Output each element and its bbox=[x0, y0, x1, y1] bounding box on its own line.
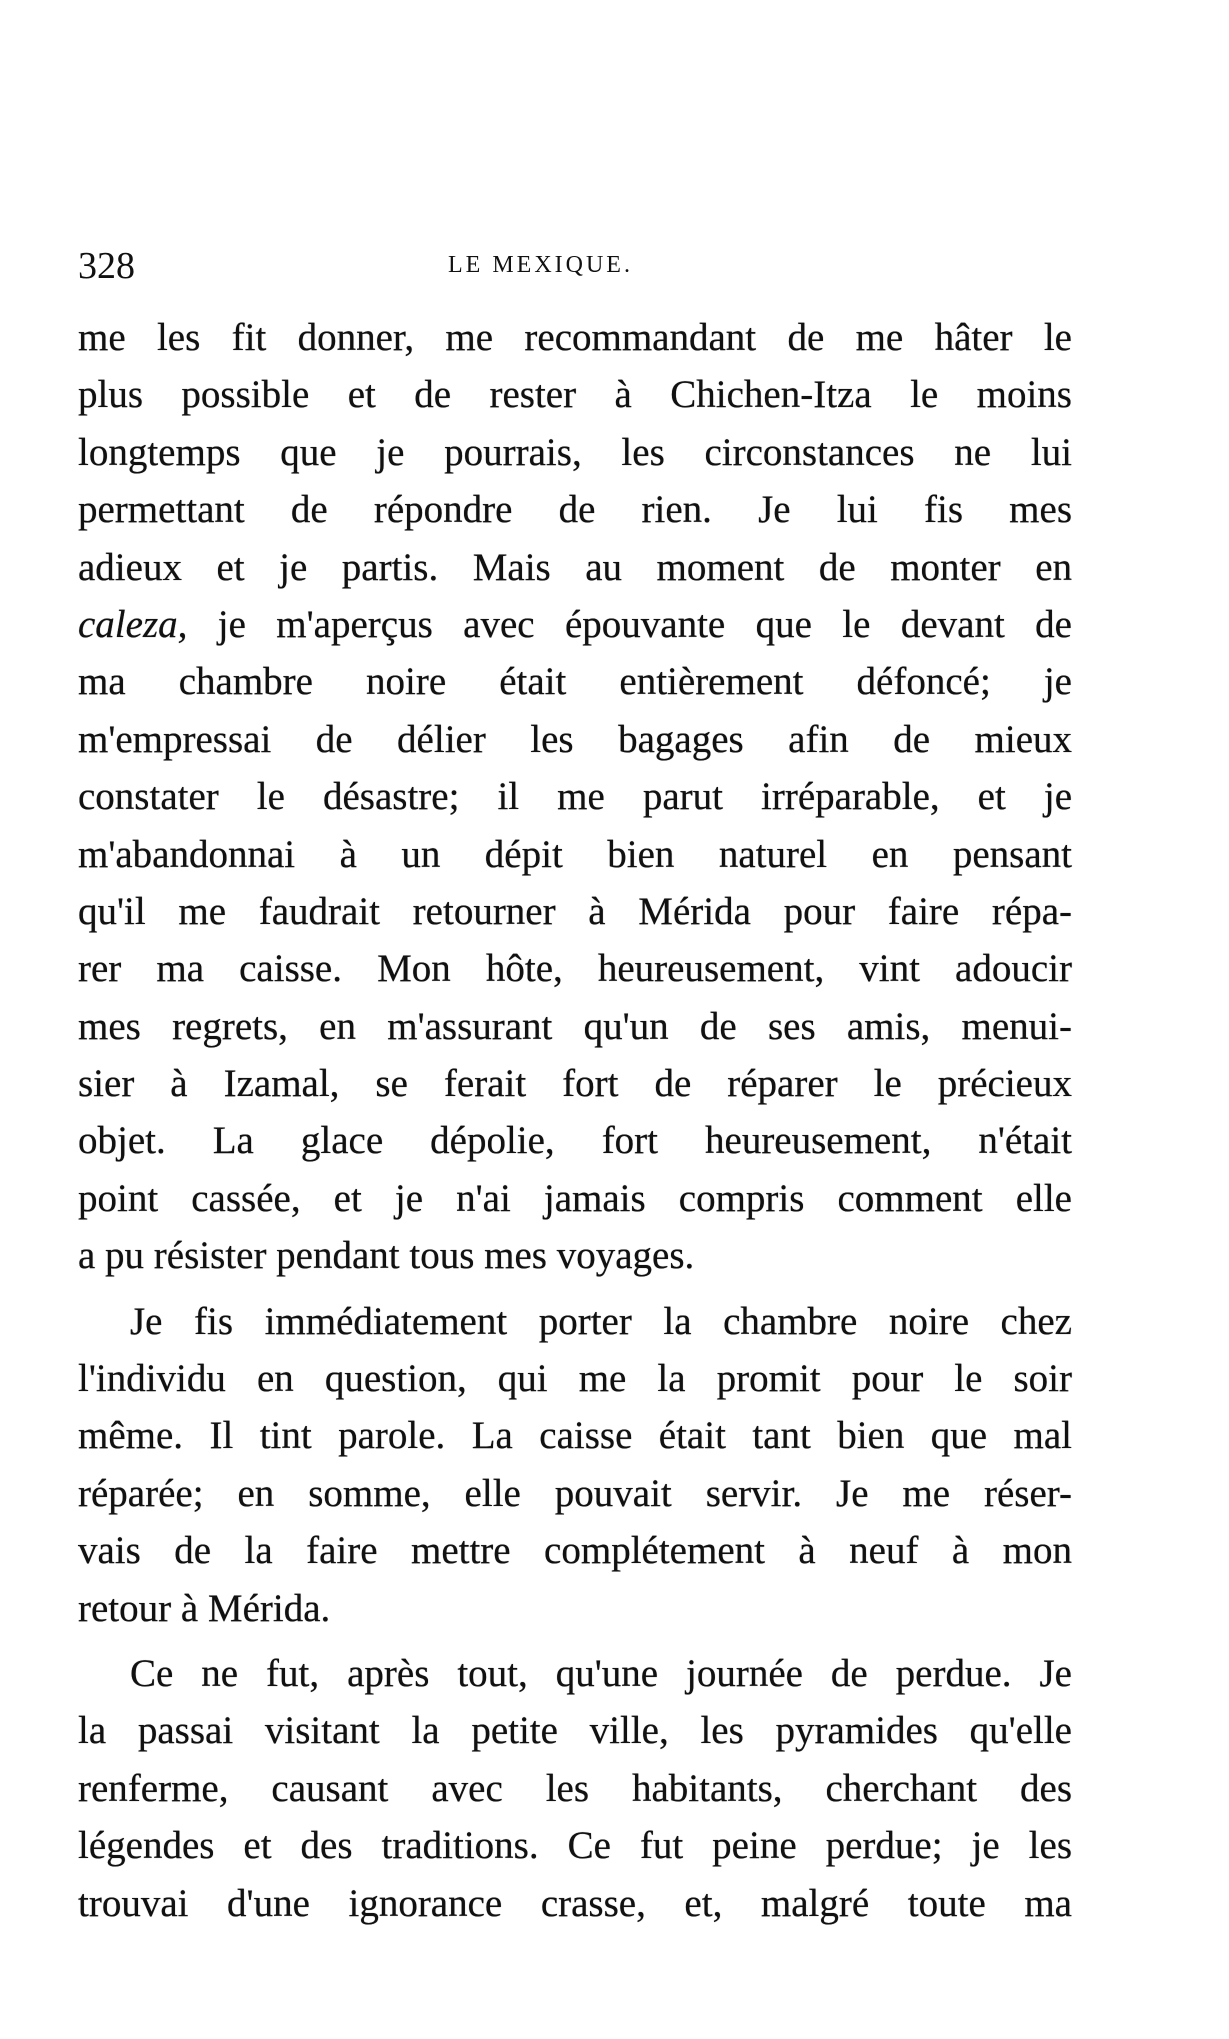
text-line: même. Il tint parole. La caisse était tant bien que mal bbox=[78, 1414, 1072, 1458]
text-line: trouvai d'une ignorance crasse, et, malgré toute ma bbox=[78, 1881, 1072, 1925]
text-line: longtemps que je pourrais, les circonstances ne lui bbox=[78, 430, 1072, 474]
text-line: retour à Mérida. bbox=[78, 1586, 331, 1630]
text-line: renferme, causant avec les habitants, cherchant des bbox=[78, 1766, 1072, 1810]
page-body bbox=[78, 309, 1072, 1932]
text-line: mes regrets, en m'assurant qu'un de ses amis, menui- bbox=[78, 1004, 1072, 1048]
text-line: qu'il me faudrait retourner à Mérida pour faire répa- bbox=[78, 889, 1072, 933]
text-line: me les fit donner, me recommandant de me hâter le bbox=[78, 316, 1072, 359]
italic-word: caleza, bbox=[78, 602, 188, 646]
text-line: m'abandonnai à un dépit bien naturel en pensant bbox=[78, 832, 1072, 876]
text-line: adieux et je partis. Mais au moment de monter en bbox=[78, 545, 1072, 589]
text-line: constater le désastre; il me parut irréparable, et je bbox=[78, 775, 1072, 819]
text-line: réparée; en somme, elle pouvait servir. Je me réser- bbox=[78, 1471, 1072, 1515]
text-line: objet. La glace dépolie, fort heureusement, n'était bbox=[78, 1119, 1072, 1163]
text-line: légendes et des traditions. Ce fut peine perdue; je les bbox=[78, 1824, 1072, 1868]
text-line: ma chambre noire était entièrement défoncé; je bbox=[78, 660, 1072, 704]
page-header bbox=[78, 244, 1072, 294]
text-line bbox=[78, 596, 1072, 653]
text-line: l'individu en question, qui me la promit pour le soir bbox=[78, 1357, 1072, 1401]
text-line: sier à Izamal, se ferait fort de réparer le précieux bbox=[78, 1062, 1072, 1106]
text-line: la passai visitant la petite ville, les pyramides qu'elle bbox=[78, 1709, 1072, 1753]
text-line: plus possible et de rester à Chichen-Itza le moins bbox=[78, 373, 1072, 417]
text-line: a pu résister pendant tous mes voyages. bbox=[78, 1234, 695, 1278]
page-number: 328 bbox=[78, 245, 135, 287]
text-line: point cassée, et je n'ai jamais compris comment elle bbox=[78, 1176, 1072, 1220]
text-line: permettant de répondre de rien. Je lui fis mes bbox=[78, 488, 1072, 532]
text-line: Je fis immédiatement porter la chambre noire chez bbox=[130, 1299, 1072, 1343]
paragraph-1 bbox=[78, 309, 1072, 1285]
paragraph-2 bbox=[78, 1293, 1072, 1637]
text-line: rer ma caisse. Mon hôte, heureusement, vint adoucir bbox=[78, 947, 1072, 991]
running-title: LE MEXIQUE. bbox=[448, 252, 633, 278]
text-line: Ce ne fut, après tout, qu'une journée de perdue. Je bbox=[130, 1651, 1072, 1695]
paragraph-3 bbox=[78, 1645, 1072, 1932]
text-segment: je m'aperçus avec épouvante que le devant de bbox=[187, 602, 1072, 646]
text-line: m'empressai de délier les bagages afin de mieux bbox=[78, 717, 1072, 761]
text-line: vais de la faire mettre complétement à neuf à mon bbox=[78, 1529, 1072, 1573]
